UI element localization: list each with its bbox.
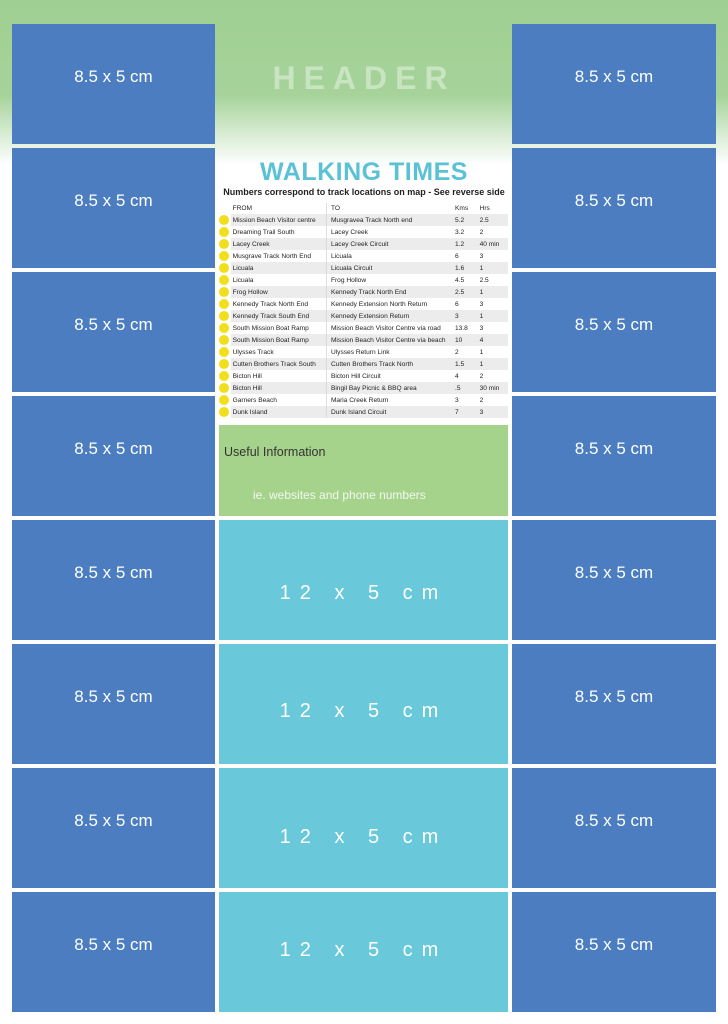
table-header-row xyxy=(217,203,508,214)
cell-to: Frog Hollow xyxy=(330,276,367,284)
cell-hrs: 1 xyxy=(478,358,508,370)
ad-box-center-label: 12 x 5 cm xyxy=(279,826,448,848)
cell-kms: 13.8 xyxy=(455,324,468,332)
ad-box-label: 8.5 x 5 cm xyxy=(74,563,153,582)
map-marker-icon xyxy=(219,347,229,357)
map-marker-icon xyxy=(219,407,229,417)
cell-to: Cutten Brothers Track North xyxy=(326,358,453,370)
cell-hrs: 1 xyxy=(478,310,508,322)
walking-times-table xyxy=(217,203,508,418)
cell-kms: 3 xyxy=(453,310,478,322)
ad-box-label: 8.5 x 5 cm xyxy=(574,811,654,830)
cell-hrs: 3 xyxy=(478,406,508,418)
cell-from: Licuala xyxy=(231,262,327,274)
cell-kms: .5 xyxy=(453,382,478,394)
cell-to: Musgravea Track North end xyxy=(326,214,453,226)
ad-box-right xyxy=(512,24,716,144)
cell-hrs: 2.5 xyxy=(479,276,489,284)
cell-from: Musgrave Track North End xyxy=(231,250,327,262)
cell-kms: 6 xyxy=(455,300,459,308)
map-marker-icon xyxy=(219,227,229,237)
cell-from: South Mission Boat Ramp xyxy=(231,322,327,334)
table-row xyxy=(217,310,508,322)
cell-from: Kennedy Track North End xyxy=(231,298,327,310)
cell-to: Dunk Island Circuit xyxy=(326,406,453,418)
cell-kms: 2.5 xyxy=(453,286,478,298)
cell-to: Kennedy Extension North Return xyxy=(330,300,428,308)
cell-from: Dunk Island xyxy=(231,406,327,418)
cell-kms: 1.5 xyxy=(453,358,478,370)
ad-box-label: 8.5 x 5 cm xyxy=(574,315,654,334)
ad-box-right xyxy=(512,396,716,516)
ad-box-right xyxy=(512,148,716,268)
cell-to: Mission Beach Visitor Centre via road xyxy=(330,324,441,332)
cell-from: Bicton Hill xyxy=(231,382,327,394)
ad-box-label: 8.5 x 5 cm xyxy=(74,687,153,706)
ad-box-left xyxy=(12,768,215,888)
ad-box-label: 8.5 x 5 cm xyxy=(74,191,153,210)
cell-to: Licuala xyxy=(330,252,352,260)
cell-hrs: 40 min xyxy=(478,238,508,250)
cell-kms: 2 xyxy=(455,348,459,356)
cell-kms: 3 xyxy=(455,396,459,404)
cell-to: Ulysses Return Link xyxy=(330,348,390,356)
table-row xyxy=(217,226,508,238)
cell-to: Bingil Bay Picnic & BBQ area xyxy=(326,382,453,394)
map-marker-icon xyxy=(219,395,229,405)
ad-box-center-label: 12 x 5 cm xyxy=(279,582,448,604)
cell-from: Cutten Brothers Track South xyxy=(231,358,327,370)
col-header-hrs: Hrs xyxy=(479,205,490,212)
ad-box-label: 8.5 x 5 cm xyxy=(574,563,654,582)
map-marker-icon xyxy=(219,383,229,393)
col-header-from: FROM xyxy=(231,203,327,214)
cell-to: Lacey Creek Circuit xyxy=(326,238,453,250)
cell-kms: 1.2 xyxy=(453,238,478,250)
table-row xyxy=(217,346,508,358)
table-row xyxy=(217,262,508,274)
useful-information-box xyxy=(219,425,508,516)
cell-kms: 1.6 xyxy=(453,262,478,274)
ad-box-right xyxy=(512,520,716,640)
cell-to: Bicton Hill Circuit xyxy=(330,372,381,380)
cell-from: Lacey Creek xyxy=(231,238,327,250)
table-row xyxy=(217,286,508,298)
ad-box-center xyxy=(219,892,508,1012)
cell-hrs: 3 xyxy=(479,252,484,260)
cell-to: Mission Beach Visitor Centre via beach xyxy=(326,334,453,346)
map-marker-icon xyxy=(219,311,229,321)
ad-box-label: 8.5 x 5 cm xyxy=(74,315,153,334)
cell-hrs: 2 xyxy=(479,396,484,404)
map-marker-icon xyxy=(219,335,229,345)
table-row xyxy=(217,406,508,418)
map-marker-icon xyxy=(219,287,229,297)
table-row xyxy=(217,322,508,334)
ad-box-left xyxy=(12,520,215,640)
map-marker-icon xyxy=(219,323,229,333)
ad-box-right xyxy=(512,892,716,1012)
ad-box-center xyxy=(219,768,508,888)
ad-box-right xyxy=(512,768,716,888)
table-row xyxy=(217,238,508,250)
useful-information-subtitle: ie. websites and phone numbers xyxy=(253,488,426,502)
ad-box-label: 8.5 x 5 cm xyxy=(574,687,654,706)
cell-from: Frog Hollow xyxy=(231,286,327,298)
table-row xyxy=(217,394,508,406)
map-marker-icon xyxy=(219,371,229,381)
table-row xyxy=(217,334,508,346)
table-row xyxy=(217,274,508,286)
cell-to: Kennedy Track North End xyxy=(326,286,453,298)
cell-kms: 3.2 xyxy=(455,228,465,236)
cell-hrs: 2 xyxy=(479,228,484,236)
cell-hrs: 3 xyxy=(479,324,484,332)
cell-to: Licuala Circuit xyxy=(326,262,453,274)
map-marker-icon xyxy=(219,359,229,369)
page-header: HEADER xyxy=(272,60,456,96)
cell-from: Kennedy Track South End xyxy=(231,310,327,322)
cell-from: Ulysses Track xyxy=(231,346,327,358)
cell-hrs: 2 xyxy=(479,372,484,380)
cell-kms: 6 xyxy=(455,252,459,260)
ad-box-label: 8.5 x 5 cm xyxy=(574,67,654,86)
cell-from: Mission Beach Visitor centre xyxy=(231,214,327,226)
cell-kms: 7 xyxy=(453,406,478,418)
ad-box-left xyxy=(12,644,215,764)
table-row xyxy=(217,358,508,370)
table-row xyxy=(217,370,508,382)
map-marker-icon xyxy=(219,263,229,273)
cell-hrs: 3 xyxy=(479,300,484,308)
ad-box-left xyxy=(12,24,215,144)
cell-to: Lacey Creek xyxy=(330,228,368,236)
ad-box-label: 8.5 x 5 cm xyxy=(74,935,153,954)
cell-hrs: 1 xyxy=(478,262,508,274)
ad-box-right xyxy=(512,272,716,392)
cell-hrs: 2.5 xyxy=(478,214,508,226)
cell-kms: 4.5 xyxy=(455,276,465,284)
cell-from: Dreaming Trail South xyxy=(231,226,327,238)
cell-from: Licuala xyxy=(231,274,327,286)
walking-times-subtitle: Numbers correspond to track locations on map - See reverse side xyxy=(223,187,505,197)
table-row xyxy=(217,214,508,226)
ad-box-label: 8.5 x 5 cm xyxy=(574,935,654,954)
ad-box-right xyxy=(512,644,716,764)
cell-hrs: 30 min xyxy=(478,382,508,394)
ad-box-label: 8.5 x 5 cm xyxy=(74,439,153,458)
cell-to: Maria Creek Return xyxy=(330,396,389,404)
ad-box-center-label: 12 x 5 cm xyxy=(279,700,448,722)
cell-kms: 10 xyxy=(453,334,478,346)
walking-times-title: WALKING TIMES xyxy=(260,158,468,186)
cell-hrs: 1 xyxy=(478,286,508,298)
table-row xyxy=(217,298,508,310)
ad-box-label: 8.5 x 5 cm xyxy=(574,439,654,458)
ad-box-center xyxy=(219,644,508,764)
ad-box-label: 8.5 x 5 cm xyxy=(574,191,654,210)
map-marker-icon xyxy=(219,251,229,261)
col-header-to: TO xyxy=(330,205,340,212)
ad-box-label: 8.5 x 5 cm xyxy=(74,67,153,86)
cell-from: South Mission Boat Ramp xyxy=(231,334,327,346)
cell-from: Garners Beach xyxy=(231,394,327,406)
map-marker-icon xyxy=(219,215,229,225)
col-header-kms: Kms xyxy=(455,205,469,212)
ad-box-label: 8.5 x 5 cm xyxy=(74,811,153,830)
cell-to: Kennedy Extension Return xyxy=(326,310,453,322)
useful-information-title: Useful Information xyxy=(224,445,326,459)
map-marker-icon xyxy=(219,299,229,309)
table-row xyxy=(217,250,508,262)
ad-box-left xyxy=(12,272,215,392)
ad-box-left xyxy=(12,396,215,516)
cell-hrs: 4 xyxy=(478,334,508,346)
ad-box-center-label: 12 x 5 cm xyxy=(279,939,448,961)
ad-box-center xyxy=(219,520,508,640)
ad-box-left xyxy=(12,148,215,268)
cell-hrs: 1 xyxy=(479,348,484,356)
table-row xyxy=(217,382,508,394)
cell-from: Bicton Hill xyxy=(231,370,327,382)
ad-box-left xyxy=(12,892,215,1012)
map-marker-icon xyxy=(219,275,229,285)
cell-kms: 5.2 xyxy=(453,214,478,226)
map-marker-icon xyxy=(219,239,229,249)
cell-kms: 4 xyxy=(455,372,459,380)
